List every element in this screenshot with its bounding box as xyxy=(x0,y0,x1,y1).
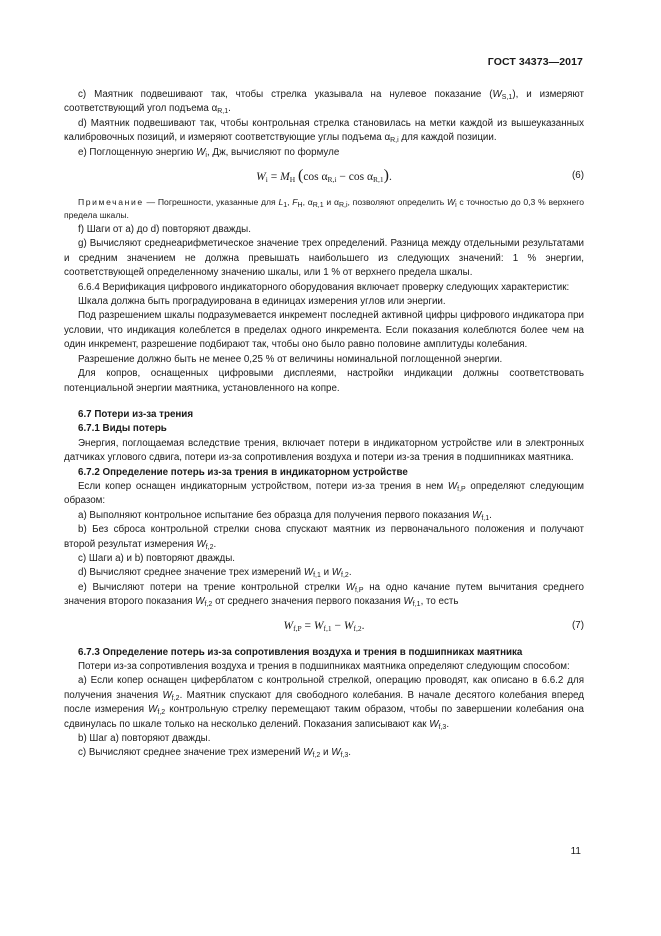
step-c: с) Маятник подвешивают так, чтобы стрелка указывала на нулевое показание $(W_{S,1})$, и измеряют соответствующий угол подъема $\alpha_{R,1}$. xyxy=(64,89,585,116)
heading-6-7: 6.7 Потери из-за трения xyxy=(78,408,194,420)
friction-step-d: d) Вычисляют среднее значение трех измерений $W_{f,1}$ и $W_{f,2}$. xyxy=(78,567,352,580)
formula-6: $W_i = M_H$ (cos $\alpha_{R,i} - \cos \alpha_{R,1}$). (6) xyxy=(64,165,584,187)
bearing-step-b: b) Шаг a) повторяют дважды. xyxy=(78,733,211,745)
friction-step-b: b) Без сброса контрольной стрелки снова спускают маятник из первоначального положения и получают второй результат измерения $W_{f,2}$. xyxy=(64,524,584,551)
page-content xyxy=(64,88,584,761)
heading-6-7-2: 6.7.2 Определение потерь из-за трения в индикаторном устройстве xyxy=(78,466,408,478)
para-resolution: Под разрешением шкалы подразумевается инкремент последней активной цифры цифрового индикатора при условии, что индикация колеблется в пределах одного инкремента. Если показания колеблются более чем на один инкремент, разрешение подбирают так, чтобы оно было равно половине амплитуды колебания. xyxy=(64,310,584,351)
bearing-step-c: c) Вычисляют среднее значение трех измерений $W_{f,2}$ и $W_{f,3}$. xyxy=(78,747,352,760)
friction-step-a: a) Выполняют контрольное испытание без образца для получения первого показания $W_{f,1}$. xyxy=(78,509,492,522)
friction-step-c: c) Шаги a) и b) повторяют дважды. xyxy=(78,552,235,564)
standard-header: ГОСТ 34373—2017 xyxy=(487,56,583,68)
para-6-7-1: Энергия, поглощаемая вследствие трения, включает потери в индикаторном устройстве или в электронных датчиках углового сдвига, потери из-за сопротивления воздуха и потери из-за трения в подшипниках маятника. xyxy=(64,437,584,464)
para-6-7-3: Потери из-за сопротивления воздуха и трения в подшипниках маятника определяют следующим способом: xyxy=(78,661,570,672)
step-d: d) Маятник подвешивают так, чтобы контрольная стрелка становилась на метки каждой из вышеуказанных калибровочных позиций, и измеряют соответствующие углы подъема $\alpha_{R,i}$ для каждой позиции. xyxy=(64,117,584,145)
para-digital-displays: Для копров, оснащенных цифровыми дисплеями, настройки индикации должны соответствовать потенциальной энергии маятника, установленного на копре. xyxy=(64,368,584,394)
friction-step-e: e) Вычисляют потери на трение контрольной стрелки $W_{f,P}$ на одно качание путем вычитания среднего значения второго показания $W_{f,2}$ от среднего значения первого показания $W_{f,1}$, то есть xyxy=(64,581,584,609)
step-e: e) Поглощенную энергию $W_i$, Дж, вычисляют по формуле xyxy=(78,146,340,159)
note: Примечание — Погрешности, указанные для $L_1$, $F_H$, $\alpha_{R,1}$ и $\alpha_{R,i}$, позволяют определить $W_i$ с точностью до 0,3 % верхнего предела шкалы. xyxy=(64,197,584,220)
formula-7-number: (7) xyxy=(572,619,584,631)
para-6-6-4: 6.6.4 Верификация цифрового индикаторного оборудования включает проверку следующих характеристик: xyxy=(78,281,570,293)
bearing-step-a: a) Если копер оснащен циферблатом с контрольной стрелкой, операцию проводят, как описано в 6.6.2 для получения значения $W_{f,2}$. Маятник спускают для свободного колебания. В начале десятого колебания вперед после измерения $W_{f,2}$ контрольную стрелку перемещают таким образом, чтобы по завершении колебания она сдвинулась по шкале только на несколько делений. Показания записывают как $W_{f,3}$. xyxy=(64,675,585,731)
step-g: g) Вычисляют среднеарифметическое значение трех определений. Разница между отдельными результатами и средним значением не должна превышать наибольшего из следующих значений: 1 % энергии, соответствующей определенному значению шкалы, или 1 % от верхнего предела шкалы. xyxy=(64,238,584,279)
para-scale: Шкала должна быть проградуирована в единицах измерения углов или энергии. xyxy=(78,296,446,308)
heading-6-7-3: 6.7.3 Определение потерь из-за сопротивления воздуха и трения в подшипниках маятника xyxy=(78,646,523,658)
heading-6-7-1: 6.7.1 Виды потерь xyxy=(78,423,167,435)
formula-6-number: (6) xyxy=(572,170,584,182)
step-f: f) Шаги от а) до d) повторяют дважды. xyxy=(78,224,251,236)
formula-7: $W_{f,P} = W_{f,1} - W_{f,2}$. (7) xyxy=(64,615,584,637)
para-6-7-2: Если копер оснащен индикаторным устройством, потери из-за трения в нем $W_{f,P}$ определяют следующим образом: xyxy=(64,480,584,507)
page-number: 11 xyxy=(570,846,581,857)
para-resolution-min: Разрешение должно быть не менее 0,25 % от величины номинальной поглощенной энергии. xyxy=(78,353,503,365)
